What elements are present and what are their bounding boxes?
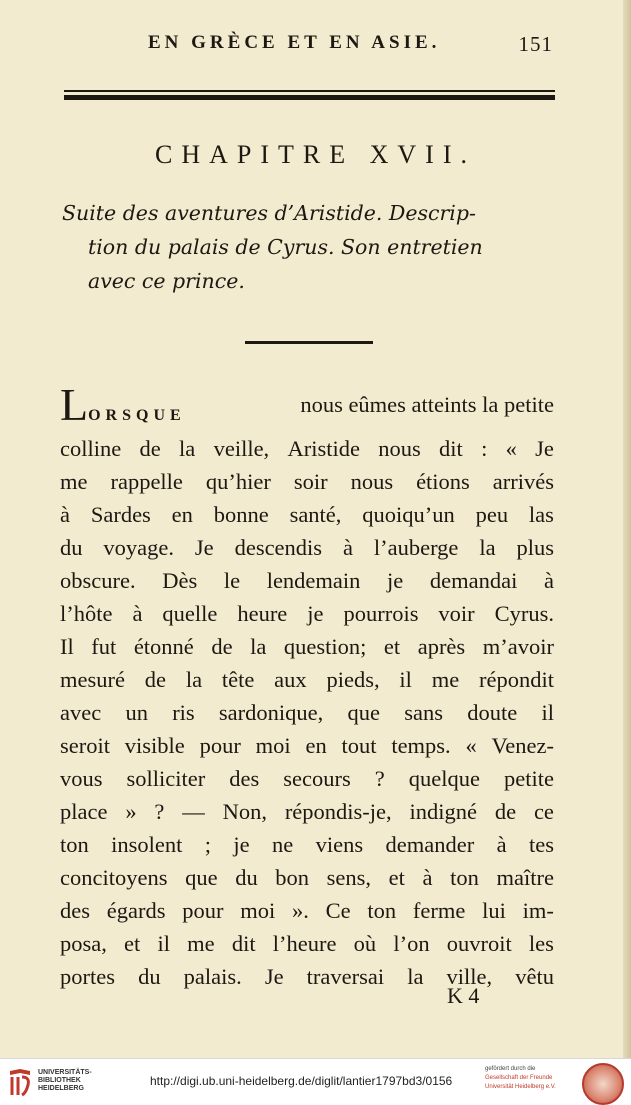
word: des <box>60 898 90 923</box>
word: concitoyens <box>60 865 168 890</box>
body-line <box>60 663 554 696</box>
word: il <box>541 700 554 725</box>
word: Je <box>264 964 284 989</box>
body-line-first <box>60 379 554 432</box>
word: maître <box>496 865 554 890</box>
word: que <box>347 700 381 725</box>
word: temps. <box>391 733 451 758</box>
word: des <box>229 766 260 791</box>
word: à <box>422 865 433 890</box>
word: la <box>179 436 196 461</box>
word: dit <box>439 436 463 461</box>
drop-cap: L <box>60 379 89 430</box>
body-lines <box>60 432 554 993</box>
body-line <box>60 564 554 597</box>
word: indigné <box>409 799 477 824</box>
university-seal-icon <box>582 1063 624 1105</box>
word: heure <box>237 601 288 626</box>
word: égards <box>106 898 166 923</box>
summary-line: tion du palais de Cyrus. Son entretien <box>88 235 483 259</box>
word: viens <box>315 832 364 857</box>
chapter-summary <box>62 196 562 298</box>
permalink-url[interactable]: http://digi.ub.uni-heidelberg.de/diglit/lantier1797bd3/0156 <box>150 1074 453 1088</box>
word: Il <box>60 634 74 659</box>
word: seroit <box>60 733 110 758</box>
word: ton <box>450 865 479 890</box>
word: : <box>481 436 488 461</box>
word: et <box>124 931 141 956</box>
word: du <box>138 964 161 989</box>
word: à <box>60 502 70 527</box>
word: rappelle <box>110 469 183 494</box>
word: colline <box>60 436 122 461</box>
word: l’heure <box>272 931 337 956</box>
word: ouvroit <box>446 931 512 956</box>
library-logo-icon <box>6 1067 34 1097</box>
word: il <box>157 931 170 956</box>
word: Je <box>194 535 214 560</box>
body-line <box>60 630 554 663</box>
word: lui <box>482 898 506 923</box>
section-rule <box>245 341 373 344</box>
word: im- <box>522 898 554 923</box>
body-line <box>60 498 554 531</box>
word: quelque <box>408 766 480 791</box>
body-text <box>60 379 554 993</box>
word: petite <box>503 766 554 791</box>
word: de <box>144 667 167 692</box>
word: demander <box>385 832 475 857</box>
word: tes <box>529 832 554 857</box>
word: du <box>235 865 258 890</box>
body-line <box>60 894 554 927</box>
word: peu <box>475 502 509 527</box>
word: palais. <box>183 964 242 989</box>
word: ; <box>204 832 212 857</box>
word: veille, <box>213 436 270 461</box>
word: l’hôte <box>60 601 113 626</box>
word: ? <box>374 766 385 791</box>
word: moi <box>255 733 291 758</box>
word: sardonique, <box>218 700 324 725</box>
summary-line: Suite des aventures d’Aristide. Descrip- <box>62 201 476 225</box>
word: à <box>342 535 353 560</box>
word: ville, <box>446 964 493 989</box>
word: lendemain <box>266 568 361 593</box>
body-line <box>60 960 554 993</box>
word: descendis <box>234 535 323 560</box>
word: Cyrus. <box>494 601 554 626</box>
word: tête <box>221 667 255 692</box>
word: la <box>407 964 424 989</box>
word: « <box>465 733 477 758</box>
body-line <box>60 795 554 828</box>
header-double-rule <box>64 90 555 100</box>
word: secours <box>283 766 351 791</box>
running-title: EN GRÈCE ET EN ASIE. <box>148 32 441 53</box>
word: question; <box>283 634 367 659</box>
word: de <box>494 799 517 824</box>
word: quelle <box>162 601 218 626</box>
body-line <box>60 696 554 729</box>
word: pourrois <box>343 601 419 626</box>
word: nous <box>350 469 394 494</box>
word: obscure. <box>60 568 136 593</box>
word: portes <box>60 964 115 989</box>
word: quoiqu’un <box>362 502 455 527</box>
summary-line: avec ce prince. <box>88 269 245 293</box>
word: répondis-je, <box>284 799 392 824</box>
word: où <box>353 931 377 956</box>
word: et <box>383 634 401 659</box>
word: de <box>211 634 233 659</box>
word: santé, <box>289 502 342 527</box>
word: bonne <box>213 502 269 527</box>
word: un <box>125 700 148 725</box>
word: visible <box>124 733 185 758</box>
word: arrivés <box>492 469 554 494</box>
word: doute <box>467 700 518 725</box>
word: sens, <box>326 865 372 890</box>
word: me <box>431 667 460 692</box>
word: » <box>125 799 137 824</box>
word: traversai <box>306 964 385 989</box>
word: ton <box>60 832 89 857</box>
word: Sardes <box>90 502 151 527</box>
word: soir <box>293 469 328 494</box>
word: plus <box>516 535 554 560</box>
library-name: UNIVERSITÄTS- BIBLIOTHEK HEIDELBERG <box>38 1069 92 1092</box>
word: qu’hier <box>205 469 271 494</box>
word: tout <box>341 733 377 758</box>
word: ton <box>367 898 397 923</box>
word: Ce <box>325 898 351 923</box>
digitization-footer <box>0 1058 631 1105</box>
word: ferme <box>412 898 466 923</box>
word: me <box>187 931 215 956</box>
body-line <box>60 762 554 795</box>
word: étonné <box>133 634 194 659</box>
word: en <box>171 502 193 527</box>
word: m’avoir <box>482 634 554 659</box>
chapter-title: CHAPITRE XVII. <box>155 140 476 169</box>
body-line <box>60 729 554 762</box>
word: mesuré <box>60 667 125 692</box>
word: répondit <box>478 667 554 692</box>
word: la <box>185 667 203 692</box>
word: posa, <box>60 931 107 956</box>
word: il <box>399 667 412 692</box>
word: l’on <box>393 931 430 956</box>
word: ne <box>272 832 294 857</box>
word: demandai <box>429 568 518 593</box>
sponsor-note: gefördert durch die Gesellschaft der Freunde Universität Heidelberg e.V. <box>485 1066 556 1090</box>
page-number: 151 <box>518 32 553 56</box>
word: pieds, <box>326 667 380 692</box>
word: vêtu <box>515 964 554 989</box>
body-line <box>60 828 554 861</box>
body-line <box>60 861 554 894</box>
body-line <box>60 597 554 630</box>
word: moi <box>240 898 276 923</box>
word: étions <box>416 469 470 494</box>
word: je <box>387 568 404 593</box>
opening-word-rest: ORSQUE <box>88 407 186 424</box>
word: fut <box>91 634 117 659</box>
word: « <box>505 436 517 461</box>
word: Je <box>535 436 554 461</box>
word: ». <box>292 898 309 923</box>
word: dit <box>231 931 256 956</box>
word: ? <box>154 799 165 824</box>
word: après <box>417 634 466 659</box>
word: ris <box>172 700 195 725</box>
word: avec <box>60 700 102 725</box>
word: me <box>60 469 88 494</box>
word: insolent <box>111 832 183 857</box>
body-line <box>60 432 554 465</box>
word: — <box>182 799 205 824</box>
word: du <box>60 535 83 560</box>
word: la <box>479 535 496 560</box>
word: Venez- <box>491 733 554 758</box>
word: je <box>307 601 324 626</box>
word: place <box>60 799 108 824</box>
word: à <box>543 568 554 593</box>
word: voir <box>438 601 475 626</box>
body-line-text: nous eûmes atteints la petite <box>300 392 554 417</box>
word: bon <box>275 865 310 890</box>
word: pour <box>182 898 224 923</box>
signature-mark: K 4 <box>447 983 480 1008</box>
word: Non, <box>222 799 267 824</box>
word: aux <box>274 667 307 692</box>
body-line <box>60 927 554 960</box>
word: de <box>139 436 161 461</box>
word: nous <box>378 436 421 461</box>
word: solliciter <box>126 766 206 791</box>
word: et <box>388 865 405 890</box>
word: ce <box>533 799 554 824</box>
word: vous <box>60 766 103 791</box>
word: voyage. <box>103 535 175 560</box>
word: la <box>250 634 267 659</box>
word: les <box>528 931 554 956</box>
word: las <box>528 502 554 527</box>
word: pour <box>199 733 241 758</box>
word: le <box>223 568 241 593</box>
word: que <box>185 865 218 890</box>
word: sans <box>404 700 443 725</box>
word: Aristide <box>287 436 360 461</box>
word: à <box>496 832 507 857</box>
word: je <box>233 832 250 857</box>
word: en <box>305 733 327 758</box>
word: Dès <box>162 568 198 593</box>
body-line <box>60 465 554 498</box>
body-line <box>60 531 554 564</box>
opening-word <box>60 379 186 432</box>
word: à <box>132 601 143 626</box>
word: l’auberge <box>373 535 459 560</box>
